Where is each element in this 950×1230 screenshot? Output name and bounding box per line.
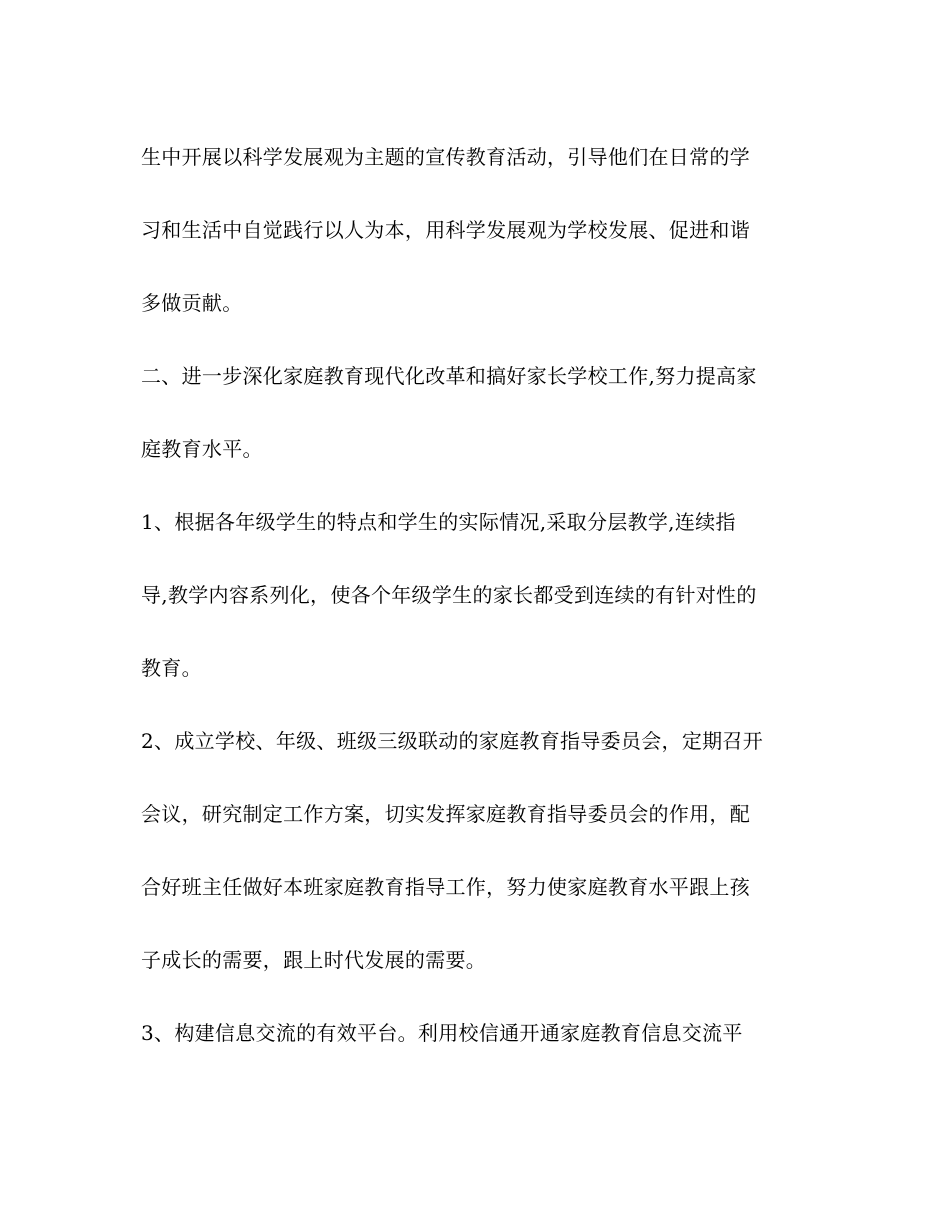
list-item-line: 合好班主任做好本班家庭教育指导工作，努力使家庭教育水平跟上孩 [141,875,750,899]
list-item-line: 3、构建信息交流的有效平台。利用校信通开通家庭教育信息交流平 [141,1021,743,1045]
text-line: 多做贡献。 [141,291,243,315]
section-heading-line: 庭教育水平。 [141,437,263,461]
section-heading-line: 二、进一步深化家庭教育现代化改革和搞好家长学校工作,努力提高家 [141,364,757,388]
body-text [141,137,811,1086]
list-item-line: 2、成立学校、年级、班级三级联动的家庭教育指导委员会，定期召开 [141,729,764,753]
list-item-line: 导,教学内容系列化，使各个年级学生的家长都受到连续的有针对性的 [141,583,757,607]
list-item-line: 子成长的需要，跟上时代发展的需要。 [141,948,487,972]
text-line: 习和生活中自觉践行以人为本，用科学发展观为学校发展、促进和谐 [141,218,750,242]
list-item-line: 1、根据各年级学生的特点和学生的实际情况,采取分层教学,连续指 [141,510,736,534]
list-item-line: 会议，研究制定工作方案，切实发挥家庭教育指导委员会的作用，配 [141,802,750,826]
list-item-line: 教育。 [141,656,202,680]
text-line: 生中开展以科学发展观为主题的宣传教育活动，引导他们在日常的学 [141,145,750,169]
